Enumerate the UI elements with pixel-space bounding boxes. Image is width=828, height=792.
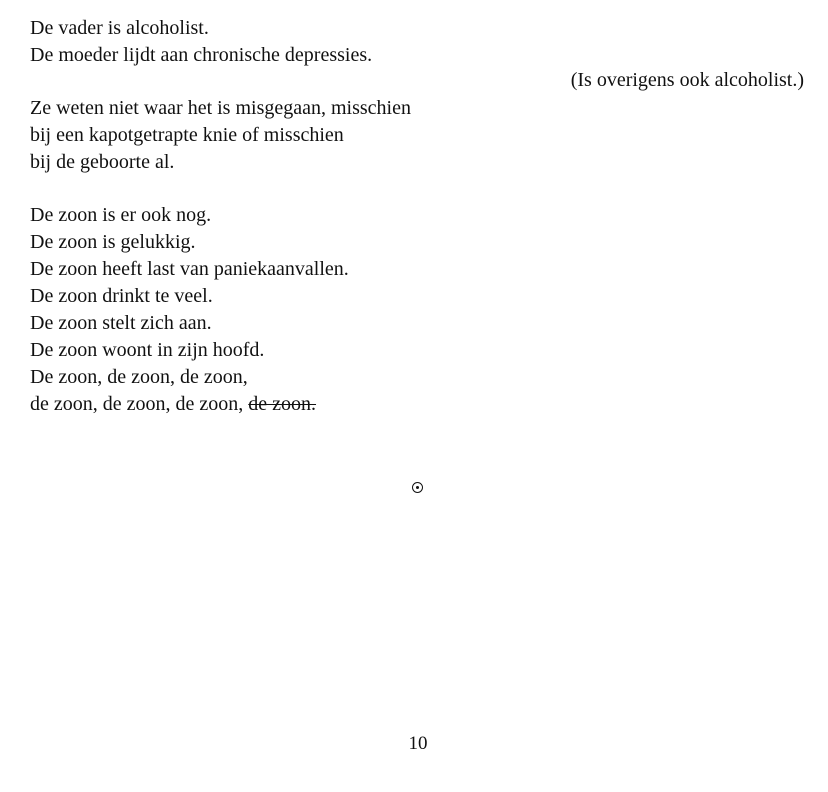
poem-line: De moeder lijdt aan chronische depressies.	[30, 44, 373, 66]
poem-last-line-plain: de zoon, de zoon, de zoon,	[30, 393, 249, 415]
poem-aside: (Is overigens ook alcoholist.)	[570, 69, 804, 91]
poem-line: De zoon, de zoon, de zoon,	[30, 366, 248, 388]
poem-line: De zoon woont in zijn hoofd.	[30, 339, 265, 361]
poem-line: De zoon is gelukkig.	[30, 231, 196, 253]
poem-line: De zoon stelt zich aan.	[30, 312, 212, 334]
poem-line: bij de geboorte al.	[30, 151, 175, 173]
poem-last-line-struck: de zoon.	[248, 393, 317, 415]
poem-line: De vader is alcoholist.	[30, 17, 209, 39]
poem-line: De zoon heeft last van paniekaanvallen.	[30, 258, 349, 280]
poem-last-line	[30, 394, 316, 414]
circled-dot-icon	[412, 482, 423, 493]
page-number: 10	[408, 733, 428, 754]
poem-line: bij een kapotgetrapte knie of misschien	[30, 124, 344, 146]
poem-line: De zoon is er ook nog.	[30, 204, 212, 226]
poem-line: Ze weten niet waar het is misgegaan, misschien	[30, 97, 411, 119]
poem-line: De zoon drinkt te veel.	[30, 285, 213, 307]
